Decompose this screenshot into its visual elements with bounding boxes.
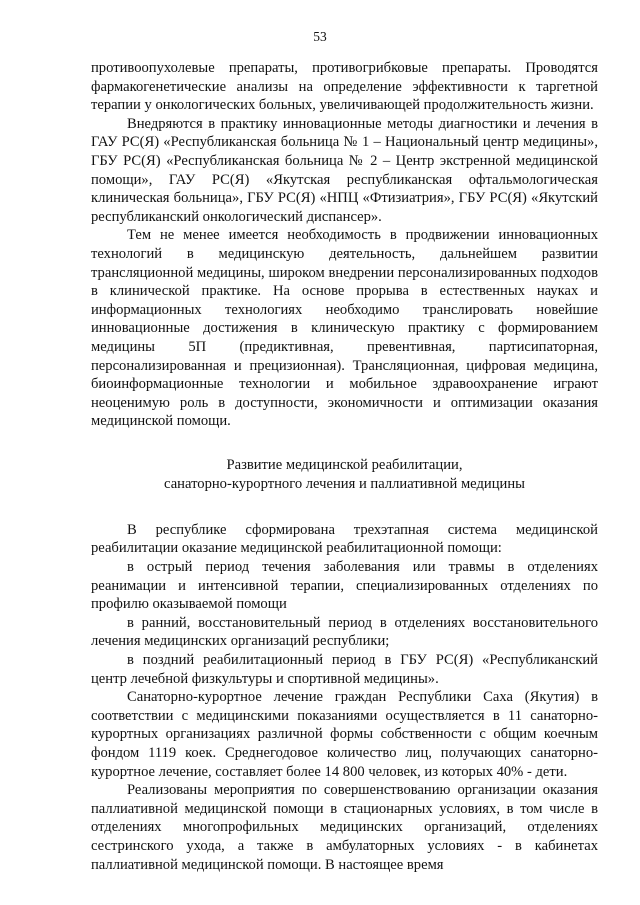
list-item: в острый период течения заболевания или травмы в отделениях реанимации и интенсивной терапии, специализированных отделениях по профилю оказываемой помощи — [91, 559, 598, 613]
section-heading — [91, 456, 598, 494]
section-heading-line: Развитие медицинской реабилитации, — [226, 456, 463, 473]
list-item: в ранний, восстановительный период в отделениях восстановительного лечения медицинских организаций республики; — [91, 614, 598, 650]
paragraph: В республике сформирована трехэтапная система медицинской реабилитации оказание медицинской реабилитационной помощи: — [91, 521, 598, 557]
paragraph: Реализованы мероприятия по совершенствованию организации оказания паллиативной медицинской помощи в стационарных условиях, в том числе в отделениях многопрофильных медицинских организаций, отделениях сестринского ухода, а также в амбулаторных условиях - в кабинетах паллиативной медицинской помощи. В настоящее время — [91, 782, 598, 873]
list-item: в поздний реабилитационный период в ГБУ РС(Я) «Республиканский центр лечебной физкультуры и спортивной медицины». — [91, 652, 598, 687]
paragraph: Тем не менее имеется необходимость в продвижении инновационных технологий в медицинскую деятельность, дальнейшем развитии трансляционной медицины, широком внедрении персонализированных подходов в клинической практике. На основе прорыва в естественных науках и информационных технологиях необходимо транслировать новейшие инновационные достижения в клиническую практику с формированием медицины 5П (предиктивная, превентивная, партисипаторная, персонализированная и прецизионная). Трансляционная, цифровая медицина, биоинформационные технологии и мобильное здравоохранение играют неоценимую роль в доступности, экономичности и оптимизации оказания медицинской помощи. — [91, 227, 598, 430]
paragraph: Внедряются в практику инновационные методы диагностики и лечения в ГАУ РС(Я) «Республиканская больница № 1 – Национальный центр медицины», ГБУ РС(Я) «Республиканская больница № 2 – Центр экстренной медицинской помощи», ГАУ РС(Я) «Якутская республиканская офтальмологическая клиническая больница», ГБУ РС(Я) «НПЦ «Фтизиатрия», ГБУ РС(Я) «Якутский республиканский онкологический диспансер». — [91, 115, 598, 225]
paragraph: противоопухолевые препараты, противогрибковые препараты. Проводятся фармакогенетические анализы на определение эффективности к таргетной терапии у онкологических больных, увеличивающей продолжительность жизни. — [91, 60, 598, 114]
section-heading-line: санаторно-курортного лечения и паллиативной медицины — [164, 475, 525, 492]
paragraph: Санаторно-курортное лечение граждан Республики Саха (Якутия) в соответствии с медицинскими показаниями осуществляется в 11 санаторно-курортных организациях различной формы собственности с общим коечным фондом 1119 коек. Среднегодовое количество лиц, получающих санаторно-курортное лечение, составляет более 14 800 человек, из которых 40% - дети. — [91, 689, 598, 780]
page-number: 53 — [313, 29, 327, 44]
page-body — [91, 59, 598, 874]
